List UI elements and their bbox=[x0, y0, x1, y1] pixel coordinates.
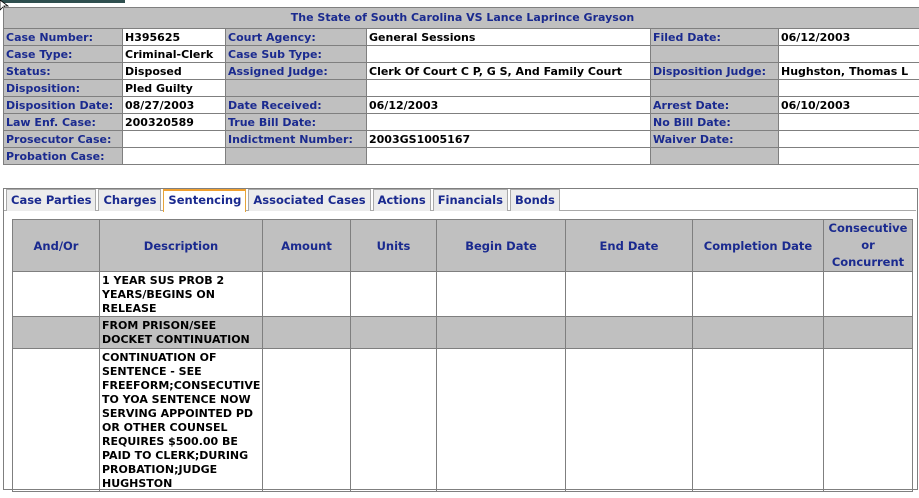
sentencing-header-row bbox=[13, 220, 913, 272]
case-row bbox=[4, 131, 919, 148]
case-summary-table bbox=[3, 7, 919, 165]
cell-completion-date bbox=[693, 317, 824, 349]
cell-begin-date bbox=[437, 349, 566, 492]
cell-end-date bbox=[566, 272, 693, 317]
field-label-law-enf-case: Law Enf. Case: bbox=[4, 114, 123, 131]
field-value-disposition-judge: Hughston, Thomas L bbox=[779, 63, 919, 80]
column-header-begin-date: Begin Date bbox=[437, 220, 566, 272]
cell-amount bbox=[263, 349, 351, 492]
field-label-true-bill-date: True Bill Date: bbox=[226, 114, 367, 131]
column-header-end-date: End Date bbox=[566, 220, 693, 272]
field-value-court-agency: General Sessions bbox=[367, 29, 651, 46]
case-row bbox=[4, 97, 919, 114]
field-value-case-sub-type bbox=[367, 46, 651, 63]
cell-and-or bbox=[13, 317, 100, 349]
field-value-empty bbox=[779, 46, 919, 63]
table-row bbox=[13, 349, 913, 492]
cell-units bbox=[351, 349, 437, 492]
field-value-disposition-date: 08/27/2003 bbox=[123, 97, 226, 114]
field-label-empty bbox=[651, 80, 779, 97]
field-label-empty bbox=[651, 148, 779, 165]
table-row bbox=[13, 272, 913, 317]
field-value-waiver-date bbox=[779, 131, 919, 148]
field-label-empty bbox=[226, 80, 367, 97]
field-label-arrest-date: Arrest Date: bbox=[651, 97, 779, 114]
tab-strip bbox=[6, 189, 560, 211]
field-label-prosecutor-case: Prosecutor Case: bbox=[4, 131, 123, 148]
field-value-true-bill-date bbox=[367, 114, 651, 131]
cell-end-date bbox=[566, 349, 693, 492]
field-value-empty bbox=[779, 80, 919, 97]
field-value-case-number: H395625 bbox=[123, 29, 226, 46]
column-header-completion-date: Completion Date bbox=[693, 220, 824, 272]
field-label-case-number: Case Number: bbox=[4, 29, 123, 46]
field-label-court-agency: Court Agency: bbox=[226, 29, 367, 46]
field-label-no-bill-date: No Bill Date: bbox=[651, 114, 779, 131]
cell-end-date bbox=[566, 317, 693, 349]
tab-charges[interactable]: Charges bbox=[98, 189, 161, 211]
case-row bbox=[4, 46, 919, 63]
field-value-prosecutor-case bbox=[123, 131, 226, 148]
field-value-assigned-judge: Clerk Of Court C P, G S, And Family Court bbox=[367, 63, 651, 80]
field-label-status: Status: bbox=[4, 63, 123, 80]
field-label-waiver-date: Waiver Date: bbox=[651, 131, 779, 148]
field-label-date-received: Date Received: bbox=[226, 97, 367, 114]
field-value-probation-case bbox=[123, 148, 226, 165]
field-value-arrest-date: 06/10/2003 bbox=[779, 97, 919, 114]
cell-begin-date bbox=[437, 272, 566, 317]
field-value-empty bbox=[779, 148, 919, 165]
field-value-status: Disposed bbox=[123, 63, 226, 80]
case-row bbox=[4, 29, 919, 46]
case-row bbox=[4, 114, 919, 131]
tab-case-parties[interactable]: Case Parties bbox=[6, 189, 96, 211]
tab-sentencing[interactable]: Sentencing bbox=[163, 189, 246, 212]
cell-units bbox=[351, 272, 437, 317]
column-header-consecutive-or-concurrent: Consecutive or Concurrent bbox=[824, 220, 913, 272]
cell-completion-date bbox=[693, 272, 824, 317]
field-value-indictment-number: 2003GS1005167 bbox=[367, 131, 651, 148]
case-row bbox=[4, 80, 919, 97]
field-value-empty bbox=[367, 148, 651, 165]
field-label-disposition-date: Disposition Date: bbox=[4, 97, 123, 114]
field-value-case-type: Criminal-Clerk bbox=[123, 46, 226, 63]
field-label-disposition-judge: Disposition Judge: bbox=[651, 63, 779, 80]
cell-begin-date bbox=[437, 317, 566, 349]
column-header-and-or: And/Or bbox=[13, 220, 100, 272]
field-label-case-type: Case Type: bbox=[4, 46, 123, 63]
field-value-law-enf-case: 200320589 bbox=[123, 114, 226, 131]
table-row bbox=[13, 317, 913, 349]
case-row bbox=[4, 63, 919, 80]
field-label-case-sub-type: Case Sub Type: bbox=[226, 46, 367, 63]
cell-and-or bbox=[13, 272, 100, 317]
field-value-date-received: 06/12/2003 bbox=[367, 97, 651, 114]
field-label-empty bbox=[226, 148, 367, 165]
field-label-assigned-judge: Assigned Judge: bbox=[226, 63, 367, 80]
window-top-strip bbox=[0, 0, 125, 3]
sentencing-table bbox=[12, 219, 913, 492]
field-label-empty bbox=[651, 46, 779, 63]
field-label-indictment-number: Indictment Number: bbox=[226, 131, 367, 148]
tab-actions[interactable]: Actions bbox=[373, 189, 431, 211]
column-header-amount: Amount bbox=[263, 220, 351, 272]
cell-consecutive-or-concurrent bbox=[824, 272, 913, 317]
column-header-description: Description bbox=[100, 220, 263, 272]
cell-completion-date bbox=[693, 349, 824, 492]
cell-description: CONTINUATION OF SENTENCE - SEE FREEFORM;CONSECUTIVE TO YOA SENTENCE NOW SERVING APPOINTED PD OR OTHER COUNSEL REQUIRES $500.00 BE PAID TO CLERK;DURING PROBATION;JUDGE HUGHSTON bbox=[100, 349, 263, 492]
field-value-disposition: Pled Guilty bbox=[123, 80, 226, 97]
case-row bbox=[4, 148, 919, 165]
cell-consecutive-or-concurrent bbox=[824, 349, 913, 492]
tab-associated-cases[interactable]: Associated Cases bbox=[248, 189, 370, 211]
field-value-no-bill-date bbox=[779, 114, 919, 131]
cell-amount bbox=[263, 272, 351, 317]
cell-description: FROM PRISON/SEE DOCKET CONTINUATION bbox=[100, 317, 263, 349]
field-label-disposition: Disposition: bbox=[4, 80, 123, 97]
cell-and-or bbox=[13, 349, 100, 492]
cell-amount bbox=[263, 317, 351, 349]
cell-consecutive-or-concurrent bbox=[824, 317, 913, 349]
cell-units bbox=[351, 317, 437, 349]
tab-financials[interactable]: Financials bbox=[433, 189, 508, 211]
field-value-filed-date: 06/12/2003 bbox=[779, 29, 919, 46]
field-value-empty bbox=[367, 80, 651, 97]
column-header-units: Units bbox=[351, 220, 437, 272]
case-title: The State of South Carolina VS Lance Laprince Grayson bbox=[4, 8, 919, 29]
field-label-filed-date: Filed Date: bbox=[651, 29, 779, 46]
cell-description: 1 YEAR SUS PROB 2 YEARS/BEGINS ON RELEASE bbox=[100, 272, 263, 317]
field-label-probation-case: Probation Case: bbox=[4, 148, 123, 165]
tab-bonds[interactable]: Bonds bbox=[510, 189, 560, 211]
